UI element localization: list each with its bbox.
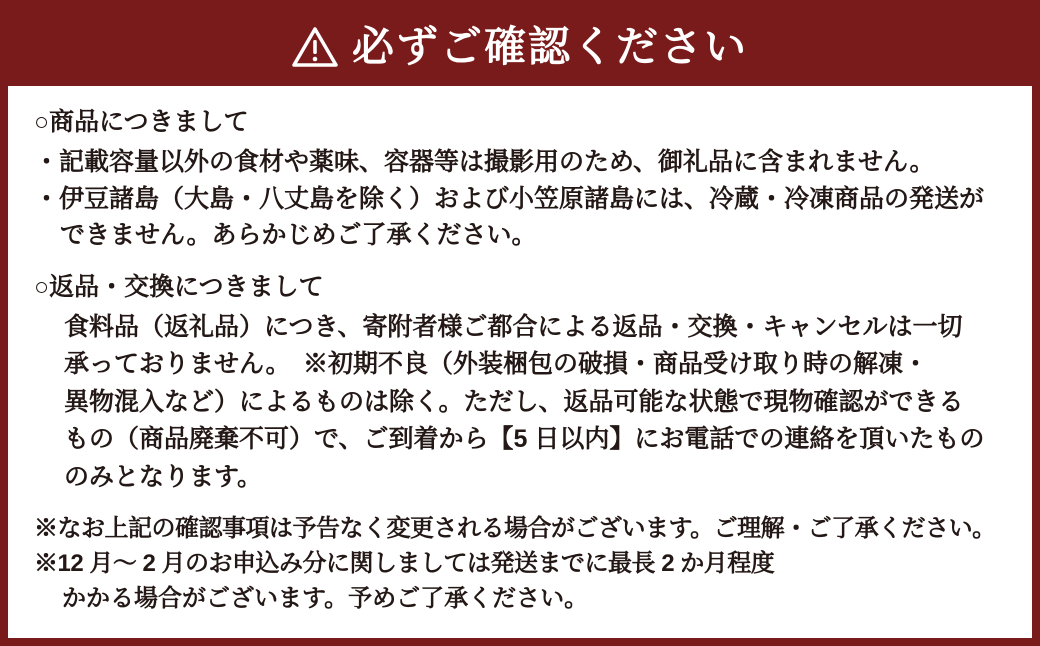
bullet-products-2-line1: ・伊豆諸島（大島・八丈島を除く）および小笠原諸島には、冷蔵・冷凍商品の発送が bbox=[34, 184, 985, 213]
note-1 bbox=[34, 512, 1008, 547]
note-2-line2: かかる場合がございます。予めご了承ください。 bbox=[62, 584, 589, 612]
bullet-products-1-line1: ・記載容量以外の食材や薬味、容器等は撮影用のため、御礼品に含まれません。 bbox=[34, 147, 935, 176]
note-2-line1: ※12 月〜 2 月のお申込み分に関しましては発送までに最長 2 か月程度 bbox=[34, 550, 775, 578]
section-returns bbox=[34, 269, 1008, 496]
note-1-line1: ※なお上記の確認事項は予告なく変更される場合がございます。ご理解・ご了承ください。 bbox=[34, 515, 996, 543]
notice-header bbox=[8, 8, 1032, 86]
spacer bbox=[34, 502, 1008, 512]
spacer bbox=[34, 259, 1008, 269]
returns-paragraph-line-2: 承っておりません。 ※初期不良（外装梱包の破損・商品受け取り時の解凍・ bbox=[64, 350, 929, 379]
section-products bbox=[34, 104, 1008, 253]
returns-paragraph-line-4: もの（商品廃棄不可）で、ご到着から【5 日以内】にお電話での連絡を頂いたもの bbox=[64, 425, 985, 454]
returns-paragraph-line-3: 異物混入など）によるものは除く。ただし、返品可能な状態で現物確認ができる bbox=[64, 387, 964, 416]
bullet-products-1 bbox=[34, 144, 1008, 180]
warning-triangle-icon bbox=[292, 26, 338, 68]
bullet-products-2 bbox=[34, 181, 1008, 254]
returns-paragraph-line-5: のみとなります。 bbox=[64, 462, 263, 491]
notice-title: 必ずご確認ください bbox=[351, 23, 748, 70]
note-2 bbox=[34, 547, 1008, 617]
bullet-products-2-line2: できません。あらかじめご了承ください。 bbox=[60, 221, 537, 249]
notice-body bbox=[8, 86, 1032, 638]
section-heading-returns: ○返品・交換につきまして bbox=[34, 273, 324, 302]
section-heading-products: ○商品につきまして bbox=[34, 108, 249, 136]
returns-paragraph-line-1: 食料品（返礼品）につき、寄附者様ご都合による返品・交換・キャンセルは一切 bbox=[64, 312, 963, 341]
section-notes bbox=[34, 512, 1008, 616]
